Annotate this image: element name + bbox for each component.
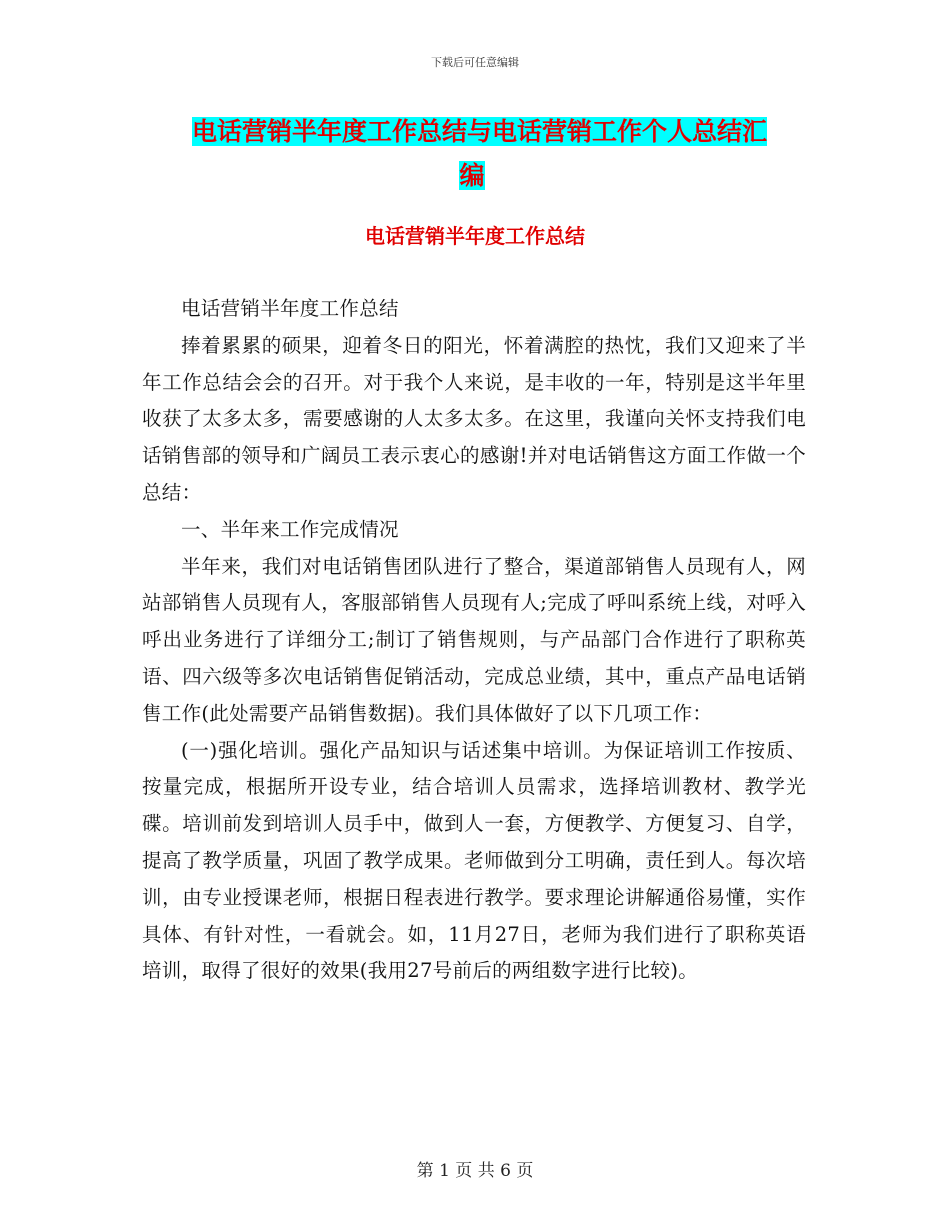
- paragraph-heading-1: 一、半年来工作完成情况: [181, 517, 399, 541]
- document-body: [142, 291, 806, 990]
- page-footer-indicator: 第 1 页 共 6 页: [416, 1161, 534, 1181]
- document-title-line1: 电话营销半年度工作总结与电话营销工作个人总结汇: [192, 117, 768, 146]
- paragraph-intro: 捧着累累的硕果，迎着冬日的阳光，怀着满腔的热忱，我们又迎来了半年工作总结会会的召开。对于我个人来说，是丰收的一年，特别是这半年里收获了太多太多，需要感谢的人太多太多。在这里，我谨向关怀支持我们电话销售部的领导和广阔员工表示衷心的感谢!并对电话销售这方面工作做一个总结：: [142, 333, 806, 504]
- document-title-line2: 编: [459, 161, 485, 190]
- section-title: 电话营销半年度工作总结: [365, 224, 585, 248]
- page-header-note: 下载后可任意编辑: [431, 56, 519, 69]
- document-title: [192, 110, 822, 198]
- paragraph-summary: 半年来，我们对电话销售团队进行了整合，渠道部销售人员现有人，网站部销售人员现有人，客服部销售人员现有人;完成了呼叫系统上线，对呼入呼出业务进行了详细分工;制订了销售规则，与产品部门合作进行了职称英语、四六级等多次电话销售促销活动，完成总业绩，其中，重点产品电话销售工作(此处需要产品销售数据)。我们具体做好了以下几项工作：: [142, 554, 806, 725]
- paragraph-subtitle: 电话营销半年度工作总结: [181, 297, 399, 320]
- paragraph-training: (一)强化培训。强化产品知识与话述集中培训。为保证培训工作按质、按量完成，根据所开设专业，结合培训人员需求，选择培训教材、教学光碟。培训前发到培训人员手中，做到人一套，方便教学、方便复习、自学，提高了教学质量，巩固了教学成果。老师做到分工明确，责任到人。每次培训，由专业授课老师，根据日程表进行教学。要求理论讲解通俗易懂，实作具体、有针对性，一看就会。如，11月27日，老师为我们进行了职称英语培训，取得了很好的效果(我用27号前后的两组数字进行比较)。: [142, 738, 806, 983]
- document-title-line2-wrapper: [192, 154, 752, 198]
